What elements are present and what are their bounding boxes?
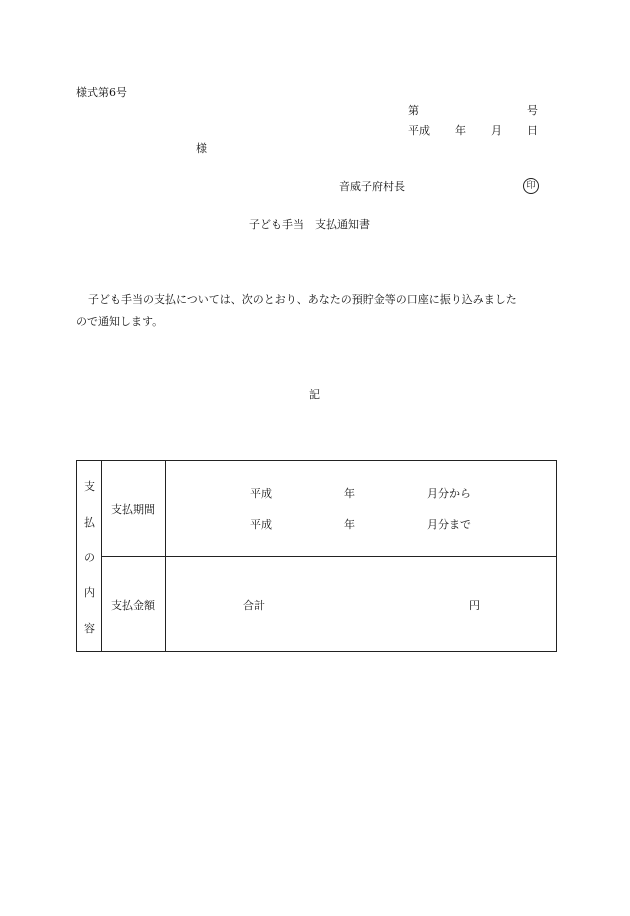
date-year: 年	[455, 124, 466, 137]
side-label-char: 払	[84, 516, 95, 529]
document-title: 子ども手当 支払通知書	[249, 218, 370, 231]
seal-mark: 印	[523, 178, 539, 194]
addressee-suffix: 様	[196, 142, 207, 155]
period-to-era: 平成	[250, 518, 272, 531]
date-month: 月	[491, 124, 502, 137]
side-label-char: の	[84, 551, 95, 564]
period-label: 支払期間	[111, 503, 155, 516]
form-number: 様式第6号	[76, 86, 127, 99]
table-row-divider	[102, 556, 556, 557]
side-label-char: 支	[84, 480, 95, 493]
period-to-month: 月分まで	[427, 518, 471, 531]
amount-label: 支払金額	[111, 599, 155, 612]
payment-details-table	[76, 460, 557, 652]
date-era: 平成	[408, 124, 430, 137]
total-label: 合計	[243, 599, 265, 612]
doc-number-suffix: 号	[527, 104, 538, 117]
date-day: 日	[527, 124, 538, 137]
body-line-1: 子ども手当の支払については、次のとおり、あなたの預貯金等の口座に振り込みました	[88, 293, 517, 306]
currency-label: 円	[469, 599, 480, 612]
ki-heading: 記	[309, 388, 320, 401]
period-from-year: 年	[344, 487, 355, 500]
side-label-char: 内	[84, 586, 95, 599]
body-line-2: ので通知します。	[76, 315, 164, 328]
doc-number-prefix: 第	[408, 104, 419, 117]
issuer-name: 音威子府村長	[339, 180, 405, 193]
period-from-month: 月分から	[427, 487, 471, 500]
side-label-char: 容	[84, 622, 95, 635]
period-to-year: 年	[344, 518, 355, 531]
period-from-era: 平成	[250, 487, 272, 500]
